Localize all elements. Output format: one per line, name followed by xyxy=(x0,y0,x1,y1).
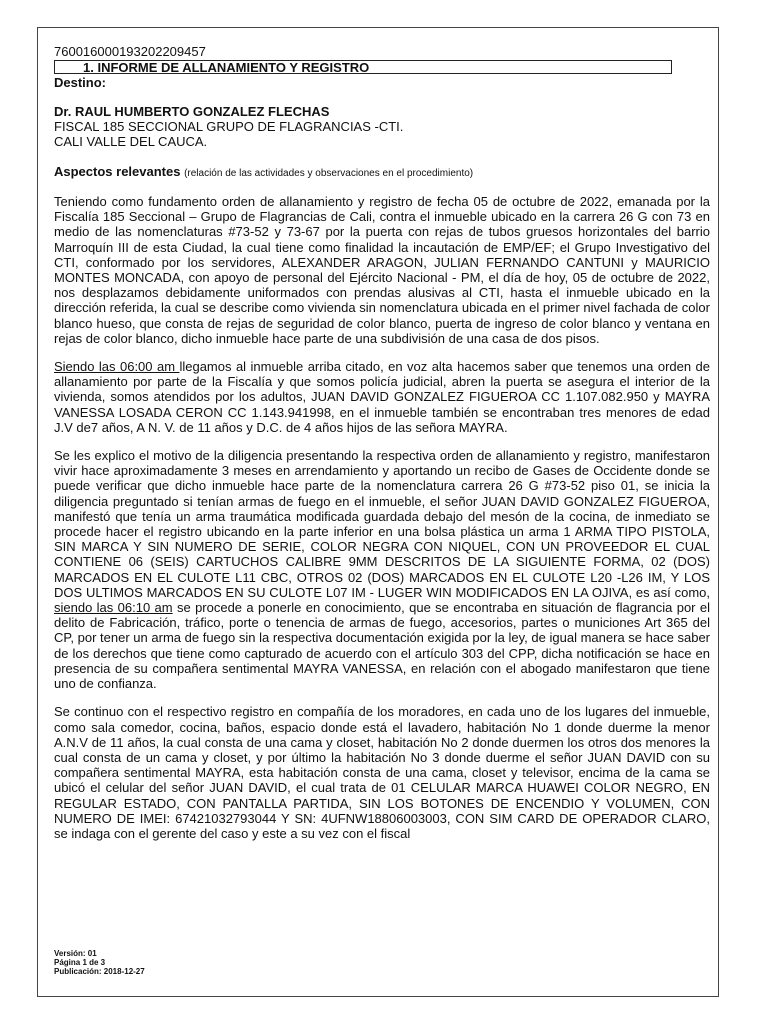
paragraph-4: Se continuo con el respectivo registro en compañía de los moradores, en cada uno de los lugares del inmueble, como sala comedor, cocina, baños, espacio donde está el lavadero, habitación No 1 donde duerme la menor A.N.V de 11 años, la cual consta de una cama y closet, habitación No 2 donde duermen los otros dos menores la cual consta de un cama y closet, y por último la habitación No 3 donde duerme el señor JUAN DAVID con su compañera sentimental MAYRA, esta habitación consta de una cama, closet y televisor, encima de la cama se ubicó el celular del señor JUAN DAVID, el cual trata de 01 CELULAR MARCA HUAWEI COLOR NEGRO, EN REGULAR ESTADO, CON PANTALLA PARTIDA, SIN LOS BOTONES DE ENCENDIO Y VOLUMEN, CON NUMERO DE IMEI: 67421032793044 Y SN: 4UFNW18806003003, CON SIM CARD DE OPERADOR CLARO, se indaga con el gerente del caso y este a su vez con el fiscal xyxy=(54,704,710,841)
document-code: 760016000193202209457 xyxy=(54,44,206,59)
addressee-name: Dr. RAUL HUMBERTO GONZALEZ FLECHAS xyxy=(54,104,330,119)
paragraph-1: Teniendo como fundamento orden de allanamiento y registro de fecha 05 de octubre de 2022, emanada por la Fiscalía 185 Seccional – Grupo de Flagrancias de Cali, contra el inmueble ubicado en la carrera 26 G con 73 en medio de las nomenclaturas #73-52 y 73-67 por la puerta con rejas de tubos gruesos horizontales del barrio Marroquín III de esta Ciudad, la cual tiene como finalidad la incautación de EMP/EF; el Grupo Investigativo del CTI, conformado por los servidores, ALEXANDER ARAGON, JULIAN FERNANDO CANTUNI y MAURICIO MONTES MONCADA, con apoyo de personal del Ejército Nacional - PM, el día de hoy, 05 de octubre de 2022, nos desplazamos debidamente uniformados con prendas alusivas al CTI, hasta el inmueble ubicado en la dirección referida, la cual se describe como vivienda sin nomenclatura ubicada en el primer nivel fachada de color blanco hueso, que consta de rejas de seguridad de color blanco, puerta de ingreso de color blanco y ventana en rejas de color blanco, dicho inmueble hace parte de una subdivisión de una casa de dos pisos. xyxy=(54,194,710,346)
addressee-block xyxy=(54,104,710,149)
time-0610-underlined: siendo las 06:10 am xyxy=(54,600,173,616)
paragraph-3-text-b: se procede a ponerle en conocimiento, que se encontraba en situación de flagrancia por el delito de Fabricación, tráfico, porte o tenencia de armas de fuego, accesorios, partes o municiones Art 365 del CP, por tener un arma de fuego sin la respectiva documentación exigida por la ley, de igual manera se hace saber de los derechos que tiene como capturado de acuerdo con el artículo 303 del CPP, dicha notificación se hace en presencia de su compañera sentimental MAYRA VANESSA, en relación con el abogado manifestaron que tiene uno de confianza. xyxy=(54,600,710,692)
paragraph-2 xyxy=(54,359,710,435)
time-0600-underlined: Siendo las 06:00 am xyxy=(54,359,180,375)
paragraph-3-text-a: Se les explico el motivo de la diligencia presentando la respectiva orden de allanamiento y registro, manifestaron vivir hace aproximadamente 3 meses en arrendamiento y aportando un recibo de Gases de Occidente donde se puede verificar que dicho inmueble hace parte de la nomenclatura carrera 26 G #73-52 piso 01, se inicia la diligencia preguntado si tenían armas de fuego en el inmueble, el señor JUAN DAVID GONZALEZ FIGUEROA, manifestó que tenía un arma traumática modificada guardada debajo del mesón de la cocina, de inmediato se procede hacer el registro ubicando en la parte inferior en una bolsa plástica un arma 1 ARMA TIPO PISTOLA, SIN MARCA Y SIN NUMERO DE SERIE, COLOR NEGRA CON NIQUEL, CON UN PROVEEDOR EL CUAL CONTIENE 06 (SEIS) CARTUCHOS CALIBRE 9MM DESCRITOS DE LA SIGUIENTE FORMA, 02 (DOS) MARCADOS EN EL CULOTE L11 CBC, OTROS 02 (DOS) MARCADOS EN EL CULOTE L20 -L26 IM, Y LOS DOS ULTIMOS MARCADOS EN SU CULOTE L07 IM - LUGER WIN MODIFICADOS EN LA OJIVA, es así como, xyxy=(54,448,710,600)
footer-meta xyxy=(54,949,145,976)
addressee-line-1: FISCAL 185 SECCIONAL GRUPO DE FLAGRANCIAS -CTI. xyxy=(54,119,404,134)
paragraph-2-text: llegamos al inmueble arriba citado, en voz alta hacemos saber que tenemos una orden de allanamiento por parte de la Fiscalía y que somos policía judicial, abren la puerta se asegura el interior de la vivienda, somos atendidos por los adultos, JUAN DAVID GONZALEZ FIGUEROA CC 1.107.082.950 y MAYRA VANESSA LOSADA CERON CC 1.143.941998, en el inmueble también se encontraban tres menores de edad J.V de7 años, A N. V. de 11 años y D.C. de 4 años hijos de las señora MAYRA. xyxy=(54,359,710,435)
destino-label: Destino: xyxy=(54,75,106,90)
footer-published: Publicación: 2018-12-27 xyxy=(54,967,145,976)
addressee-line-2: CALI VALLE DEL CAUCA. xyxy=(54,134,208,149)
aspectos-note: (relación de las actividades y observaciones en el procedimiento) xyxy=(184,168,474,179)
section-title: 1. INFORME DE ALLANAMIENTO Y REGISTRO xyxy=(54,60,672,74)
footer-page: Página 1 de 3 xyxy=(54,958,106,967)
footer-version: Versión: 01 xyxy=(54,949,97,958)
document-body xyxy=(54,45,710,841)
aspectos-label: Aspectos relevantes xyxy=(54,164,181,179)
paragraph-3 xyxy=(54,448,710,691)
aspectos-heading xyxy=(54,164,710,181)
